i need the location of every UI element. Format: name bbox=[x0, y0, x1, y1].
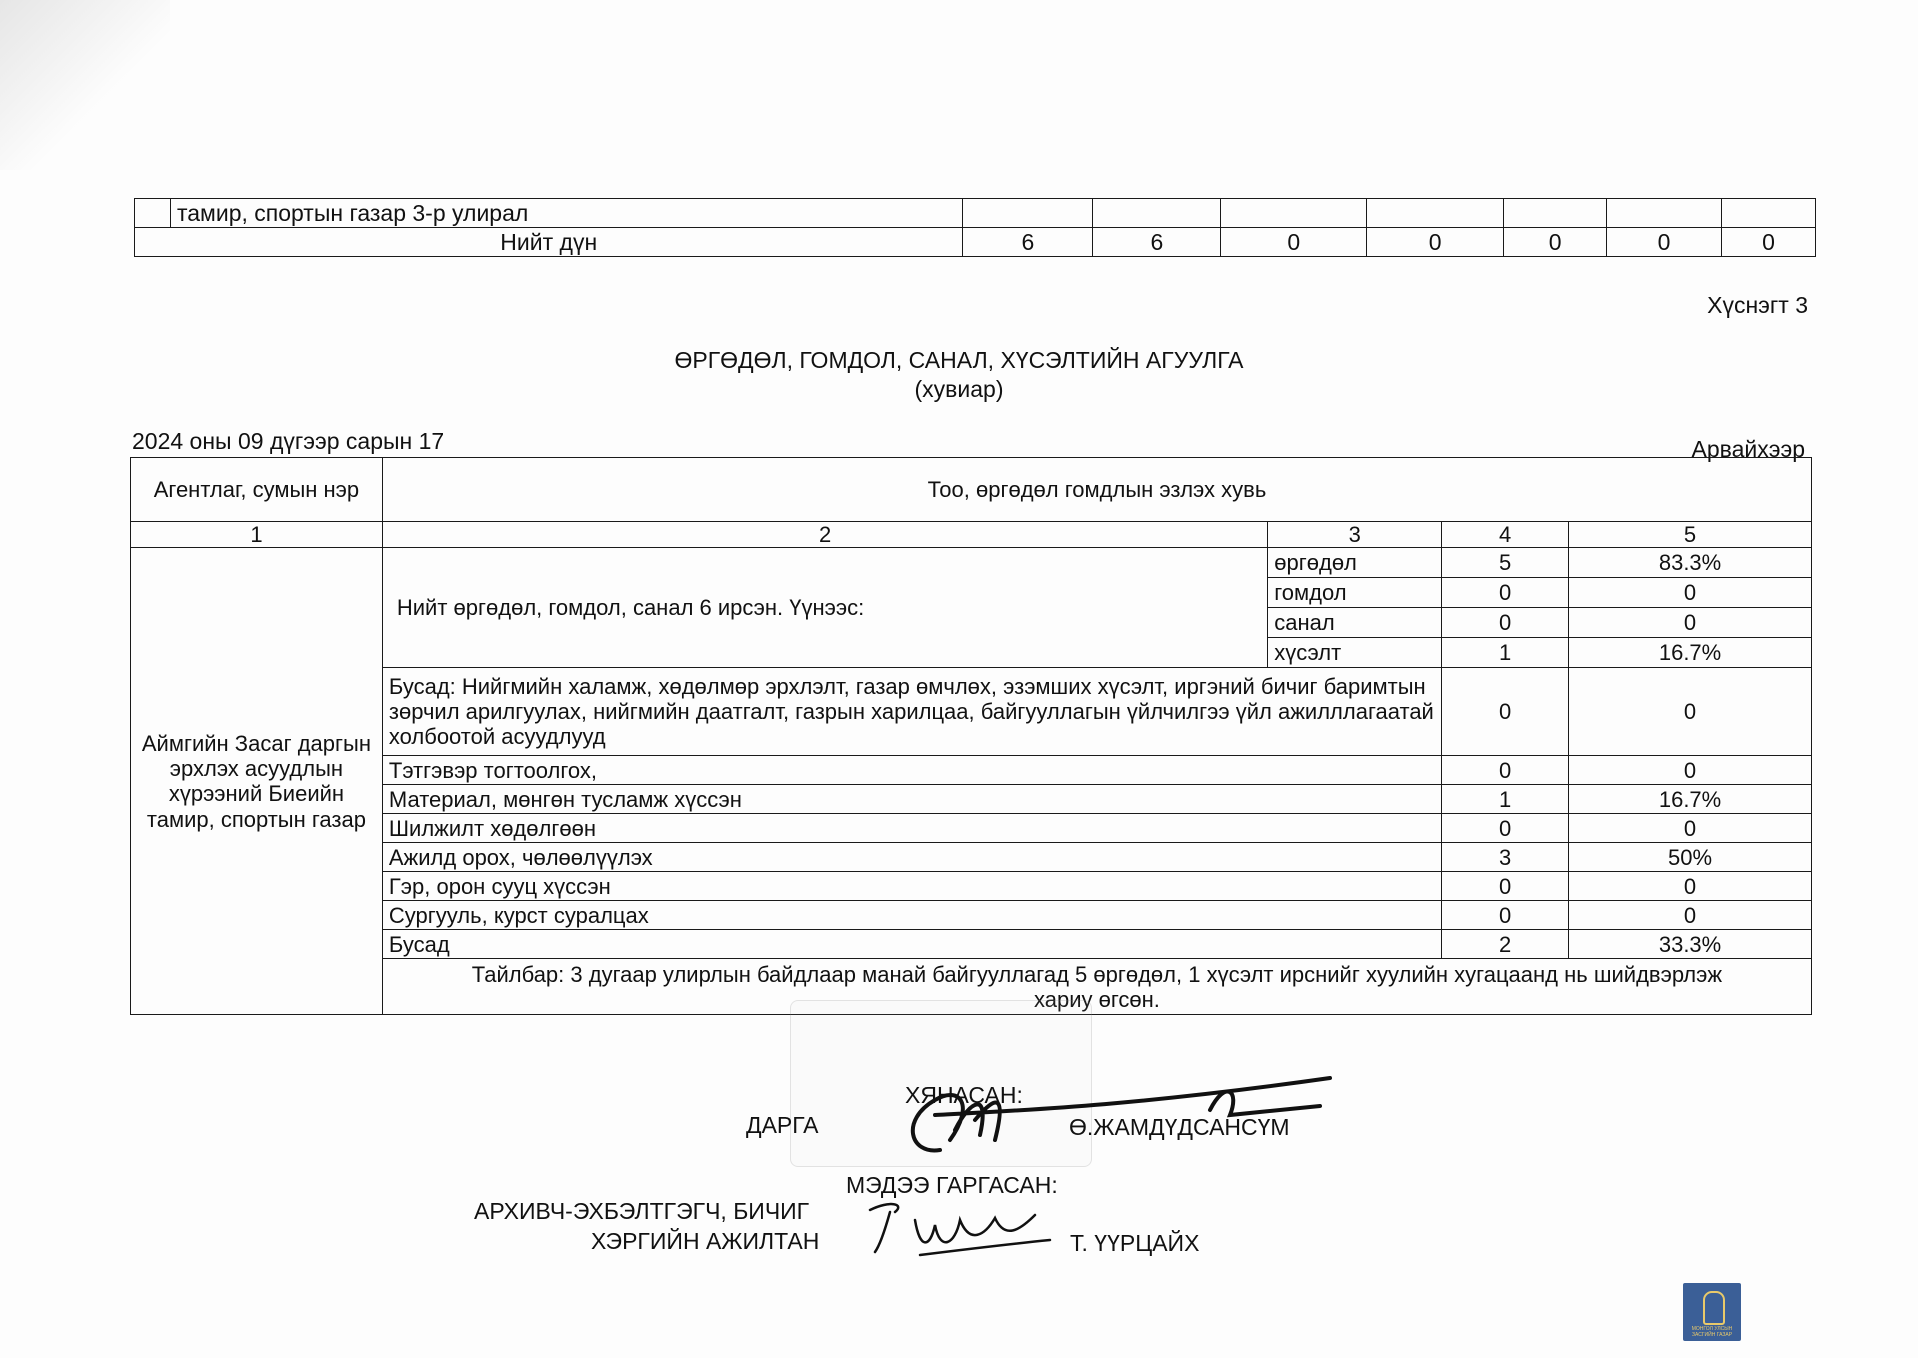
total-value: 0 bbox=[1607, 228, 1722, 257]
submission-type: гомдол bbox=[1268, 578, 1442, 608]
submission-type: санал bbox=[1268, 608, 1442, 638]
document-subtitle: (хувиар) bbox=[914, 376, 1004, 402]
previous-table-fragment bbox=[134, 198, 1816, 257]
submission-percent: 83.3% bbox=[1569, 548, 1812, 578]
total-submissions-text: Нийт өргөдөл, гомдол, санал 6 ирсэн. Үүнээс: bbox=[382, 548, 1267, 668]
category-label: Гэр, орон сууц хүссэн bbox=[382, 872, 1441, 901]
submission-type: өргөдөл bbox=[1268, 548, 1442, 578]
category-label: Бусад: Нийгмийн халамж, хөдөлмөр эрхлэлт, газар өмчлөх, эзэмших хүсэлт, иргэний бичиг баримтын зөрчил арилгуулах, нийгмийн даатгалт, газрын харилцаа, байгууллагын үйлчилгээ үйл ажилллагаатай холбоотой асуудлууд bbox=[382, 668, 1441, 756]
table-row bbox=[131, 814, 1812, 843]
category-percent: 0 bbox=[1569, 814, 1812, 843]
table-row bbox=[131, 756, 1812, 785]
category-label: Тэтгэвэр тогтоолгох, bbox=[382, 756, 1441, 785]
category-percent: 16.7% bbox=[1569, 785, 1812, 814]
note-text: Тайлбар: 3 дугаар улирлын байдлаар манай байгууллагад 5 өргөдөл, 1 хүсэлт ирснийг хуулийн хугацаанд нь шийдвэрлэж хариу өгсөн. bbox=[382, 959, 1811, 1015]
category-count: 0 bbox=[1442, 814, 1569, 843]
total-value: 0 bbox=[1721, 228, 1815, 257]
category-count: 0 bbox=[1442, 756, 1569, 785]
complaints-table bbox=[130, 457, 1812, 1015]
emblem-caption: МОНГОЛ УЛСЫН ЗАСГИЙН ГАЗАР bbox=[1691, 1326, 1733, 1338]
category-count: 0 bbox=[1442, 872, 1569, 901]
column-number: 3 bbox=[1268, 522, 1442, 548]
category-percent: 0 bbox=[1569, 668, 1812, 756]
page-corner-shadow bbox=[0, 0, 170, 170]
table-cell: тамир, спортын газар 3-р улирал bbox=[170, 199, 963, 228]
total-value: 6 bbox=[963, 228, 1093, 257]
table-cell bbox=[963, 199, 1093, 228]
total-value: 0 bbox=[1367, 228, 1504, 257]
soyombo-icon bbox=[1703, 1291, 1725, 1325]
category-count: 1 bbox=[1442, 785, 1569, 814]
submission-type: хүсэлт bbox=[1268, 638, 1442, 668]
table-row bbox=[131, 785, 1812, 814]
category-percent: 0 bbox=[1569, 901, 1812, 930]
category-percent: 33.3% bbox=[1569, 930, 1812, 959]
submission-percent: 0 bbox=[1569, 578, 1812, 608]
header-agency: Агентлаг, сумын нэр bbox=[131, 458, 383, 522]
total-value: 0 bbox=[1504, 228, 1607, 257]
table-row bbox=[131, 901, 1812, 930]
approved-label: ХЯНАСАН: bbox=[905, 1082, 1023, 1108]
agency-name: Аймгийн Засаг даргын эрхлэх асуудлын хүрээний Биеийн тамир, спортын газар bbox=[131, 548, 383, 1015]
table-row bbox=[131, 930, 1812, 959]
table-row bbox=[135, 199, 1816, 228]
document-date: 2024 оны 09 дүгээр сарын 17 bbox=[132, 428, 445, 454]
column-number: 5 bbox=[1569, 522, 1812, 548]
submission-percent: 0 bbox=[1569, 608, 1812, 638]
column-number: 2 bbox=[382, 522, 1267, 548]
category-count: 2 bbox=[1442, 930, 1569, 959]
table-cell bbox=[1721, 199, 1815, 228]
category-label: Сургууль, курст суралцах bbox=[382, 901, 1441, 930]
submission-count: 0 bbox=[1442, 578, 1569, 608]
table-cell bbox=[1221, 199, 1367, 228]
table-row bbox=[131, 668, 1812, 756]
clerk-title-line2: ХЭРГИЙН АЖИЛТАН bbox=[591, 1228, 820, 1254]
category-percent: 0 bbox=[1569, 872, 1812, 901]
table-row bbox=[131, 843, 1812, 872]
submission-count: 5 bbox=[1442, 548, 1569, 578]
total-value: 0 bbox=[1221, 228, 1367, 257]
header-row bbox=[131, 458, 1812, 522]
header-count-share: Тоо, өргөдөл гомдлын эзлэх хувь bbox=[382, 458, 1811, 522]
submission-count: 1 bbox=[1442, 638, 1569, 668]
document-location: Арвайхээр bbox=[1691, 436, 1805, 462]
table-row bbox=[131, 548, 1812, 578]
clerk-name: Т. ҮҮРЦАЙХ bbox=[1070, 1230, 1200, 1256]
table-cell bbox=[1367, 199, 1504, 228]
total-row bbox=[135, 228, 1816, 257]
table-cell bbox=[135, 199, 171, 228]
director-name: Ө.ЖАМДҮДСАНСҮМ bbox=[1069, 1114, 1290, 1140]
category-count: 0 bbox=[1442, 668, 1569, 756]
clerk-title-line1: АРХИВЧ-ЭХБЭЛТГЭГЧ, БИЧИГ bbox=[474, 1198, 810, 1224]
total-value: 6 bbox=[1093, 228, 1221, 257]
table-cell bbox=[1093, 199, 1221, 228]
column-number-row bbox=[131, 522, 1812, 548]
table-row bbox=[131, 872, 1812, 901]
director-title: ДАРГА bbox=[746, 1112, 819, 1138]
category-percent: 0 bbox=[1569, 756, 1812, 785]
annex-label: Хүснэгт 3 bbox=[1707, 292, 1808, 318]
category-label: Материал, мөнгөн тусламж хүссэн bbox=[382, 785, 1441, 814]
category-count: 3 bbox=[1442, 843, 1569, 872]
category-label: Ажилд орох, чөлөөлүүлэх bbox=[382, 843, 1441, 872]
table-cell bbox=[1504, 199, 1607, 228]
column-number: 4 bbox=[1442, 522, 1569, 548]
document-title: ӨРГӨДӨЛ, ГОМДОЛ, САНАЛ, ХҮСЭЛТИЙН АГУУЛГА bbox=[674, 347, 1244, 373]
total-label: Нийт дүн bbox=[135, 228, 963, 257]
category-label: Бусад bbox=[382, 930, 1441, 959]
submission-count: 0 bbox=[1442, 608, 1569, 638]
government-emblem bbox=[1683, 1283, 1741, 1341]
category-count: 0 bbox=[1442, 901, 1569, 930]
table-cell bbox=[1607, 199, 1722, 228]
column-number: 1 bbox=[131, 522, 383, 548]
submission-percent: 16.7% bbox=[1569, 638, 1812, 668]
category-percent: 50% bbox=[1569, 843, 1812, 872]
category-label: Шилжилт хөдөлгөөн bbox=[382, 814, 1441, 843]
reported-label: МЭДЭЭ ГАРГАСАН: bbox=[846, 1172, 1058, 1198]
